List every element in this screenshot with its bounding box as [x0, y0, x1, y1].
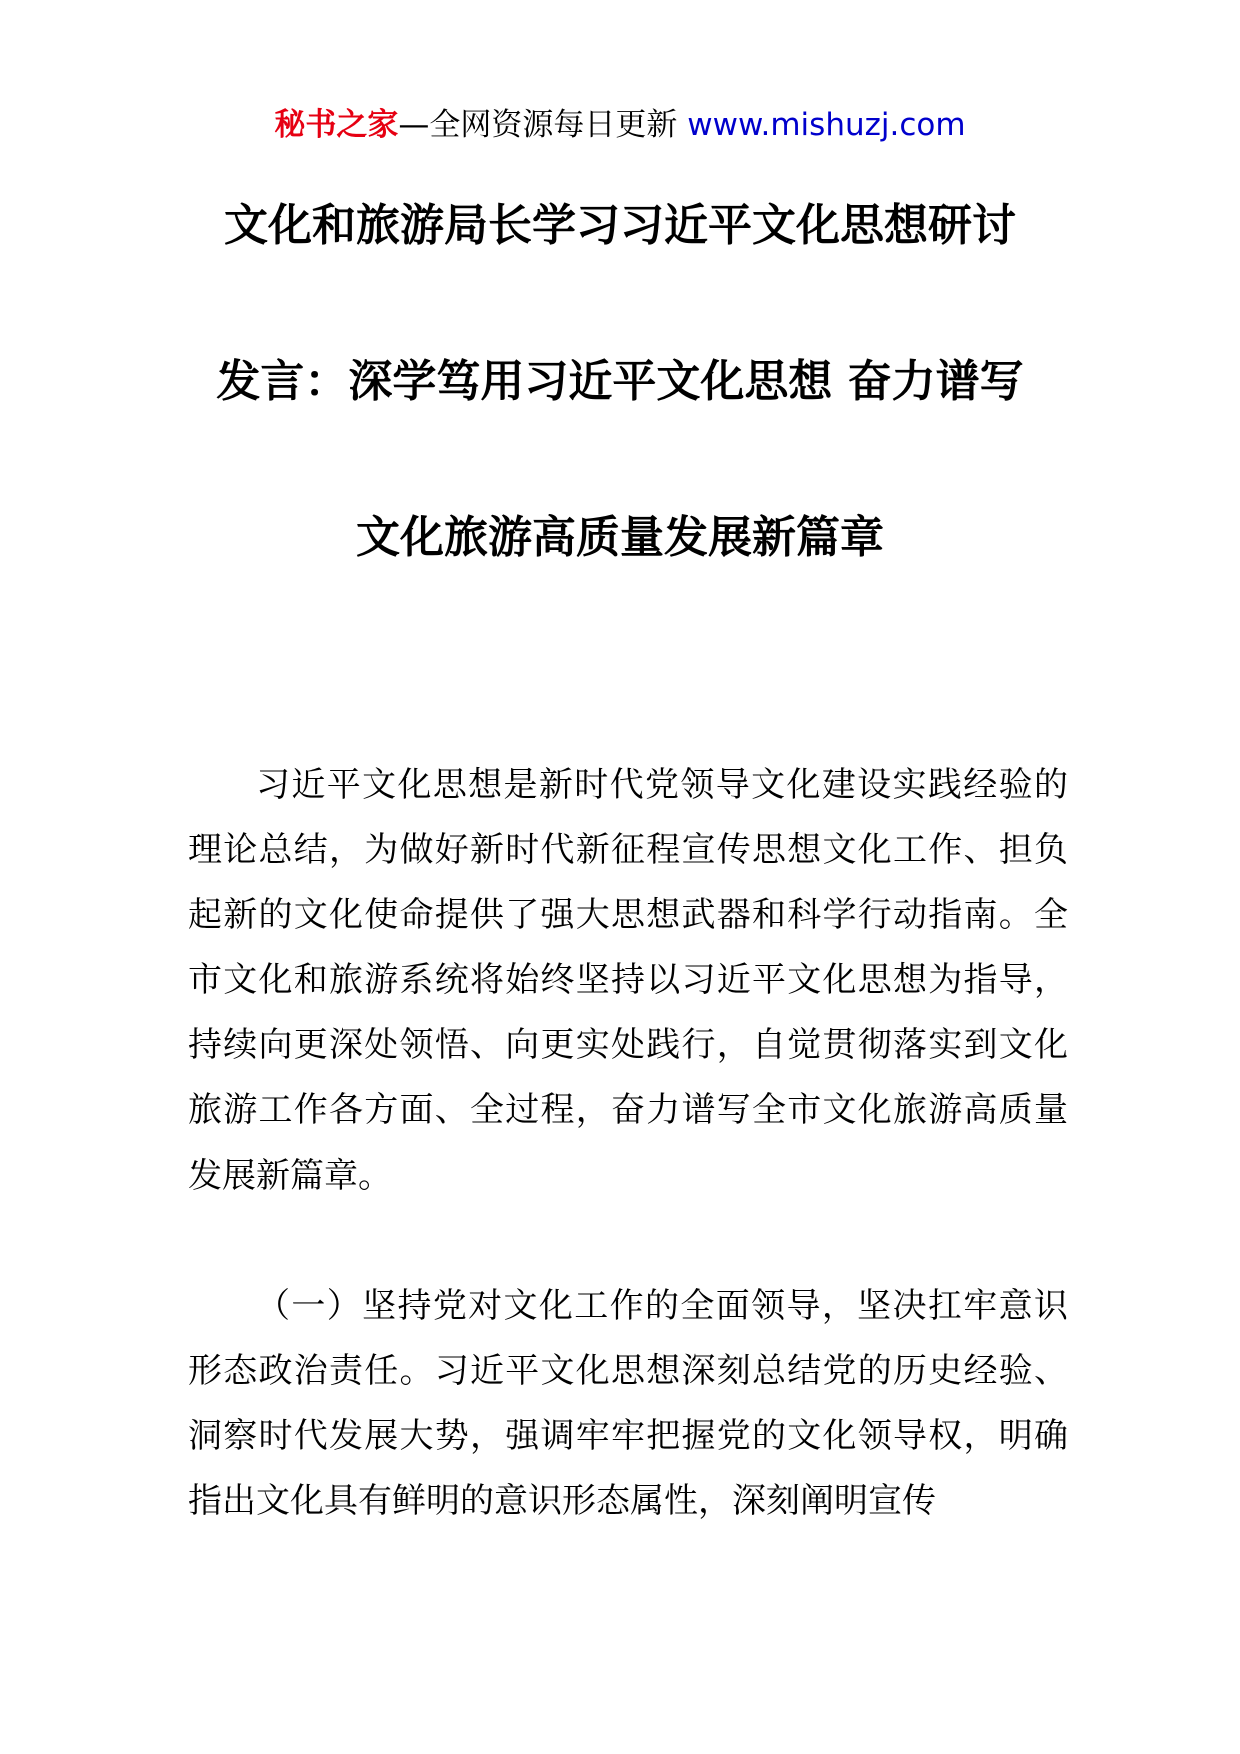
body-paragraph-1: 习近平文化思想是新时代党领导文化建设实践经验的理论总结，为做好新时代新征程宣传思想文化工作、担负起新的文化使命提供了强大思想武器和科学行动指南。全市文化和旅游系统将始终坚持以习近平文化思想为指导，持续向更深处领悟、向更实处践行，自觉贯彻落实到文化旅游工作各方面、全过程，奋力谱写全市文化旅游高质量发展新篇章。: [188, 765, 1068, 1196]
site-header: [0, 100, 1240, 150]
header-tagline: —全网资源每日更新: [398, 107, 688, 143]
document-title-line-3: 文化旅游高质量发展新篇章: [356, 512, 884, 563]
body-paragraph-2: （一）坚持党对文化工作的全面领导，坚决扛牢意识形态政治责任。习近平文化思想深刻总结党的历史经验、洞察时代发展大势，强调牢牢把握党的文化领导权，明确指出文化具有鲜明的意识形态属性，深刻阐明宣传: [188, 1286, 1068, 1522]
document-title-line-2: 发言：深学笃用习近平文化思想 奋力谱写: [216, 356, 1024, 407]
brand-name: 秘书之家: [274, 107, 399, 143]
site-url-link[interactable]: www.mishuzj.com: [687, 107, 966, 143]
document-title-line-1: 文化和旅游局长学习习近平文化思想研讨: [224, 200, 1016, 251]
